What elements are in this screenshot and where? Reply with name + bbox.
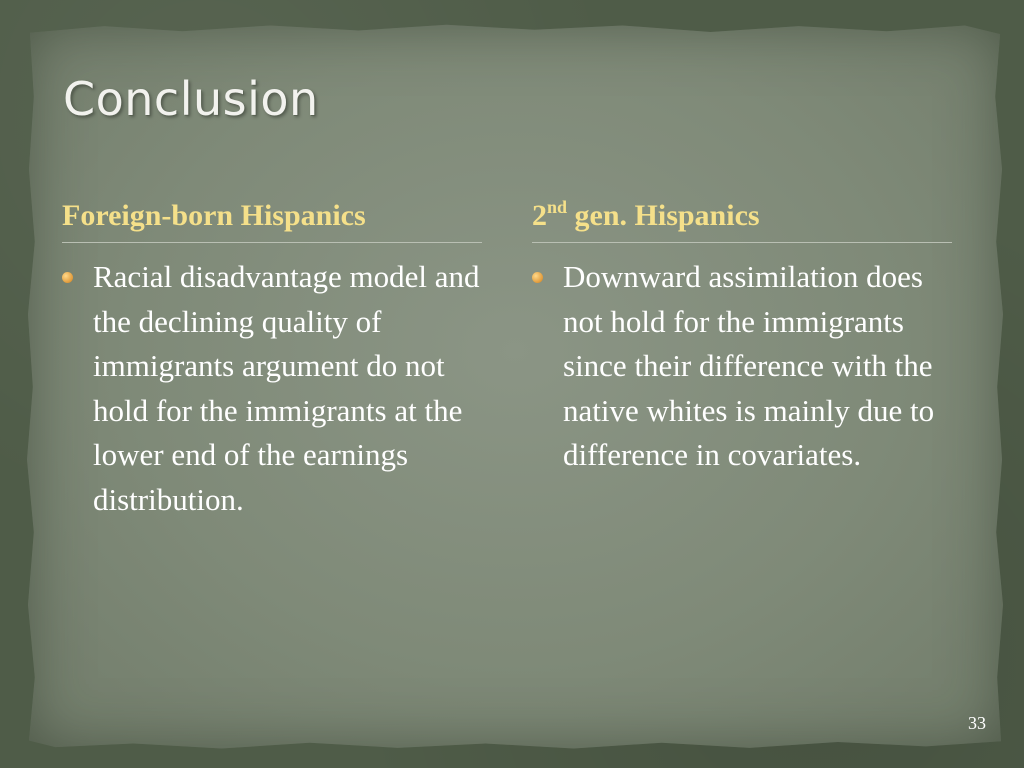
bullet-dot-icon	[532, 272, 543, 283]
right-column	[532, 196, 952, 478]
left-bullet-text: Racial disadvantage model and the declining quality of immigrants argument do not hold for the immigrants at the lower end of the earnings distribution.	[93, 259, 480, 517]
slide-title: Conclusion	[63, 72, 319, 126]
heading-ordinal-number: 2	[532, 199, 547, 232]
page-number: 33	[968, 713, 986, 733]
left-bullet-item	[62, 255, 482, 522]
right-column-heading	[532, 196, 952, 243]
heading-ordinal-suffix: nd	[547, 197, 568, 217]
left-column	[62, 196, 482, 522]
heading-rest: gen. Hispanics	[567, 199, 760, 232]
left-column-heading: Foreign-born Hispanics	[62, 196, 482, 243]
right-bullet-text: Downward assimilation does not hold for the immigrants since their difference with the native whites is mainly due to difference in covariates.	[563, 259, 935, 472]
bullet-dot-icon	[62, 272, 73, 283]
right-bullet-item	[532, 255, 952, 478]
